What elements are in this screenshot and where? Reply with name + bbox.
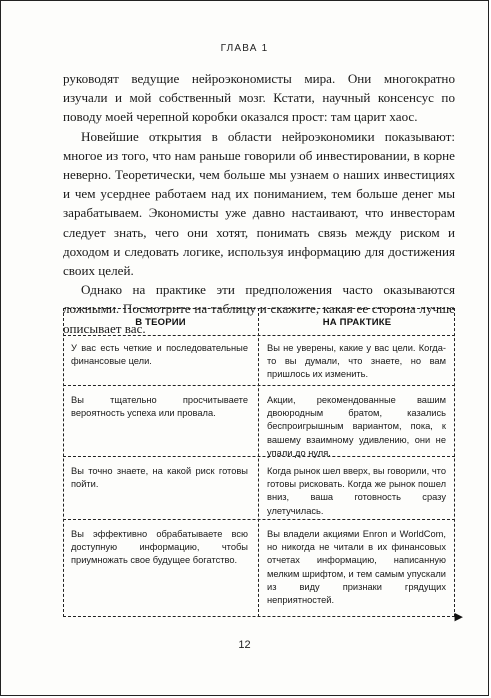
table-cell-theory: Вы тщательно просчитываете вероятность успеха или провала. (71, 395, 248, 419)
table-cell-theory: Вы эффективно обрабатываете всю доступную информацию, чтобы приумножать свое будущее богатство. (71, 529, 248, 566)
body-text (63, 69, 455, 338)
column-divider (258, 308, 259, 617)
theory-practice-table (63, 308, 463, 623)
table-cell-practice: Акции, рекомендованные вашим двоюродным братом, казались беспроигрышным вариантом, пока, к вашему взаимному удивлению, они не упали до нуля. (267, 395, 446, 458)
paragraph-3: Однако на практике эти предположения часто оказываются ложными. Посмотрите на таблицу и скажите, какая ее сторона лучше описывает вас. (63, 282, 455, 336)
table-cell-theory: Вы точно знаете, на какой риск готовы пойти. (71, 466, 248, 490)
column-header-practice: НА ПРАКТИКЕ (322, 317, 392, 328)
row-divider (63, 519, 455, 520)
paragraph-1: руководят ведущие нейроэкономисты мира. Они многократно изучали и мой собственный мозг. Кстати, научный консенсус по поводу моей черепной коробки оказался прост: там царит хаос. (63, 71, 455, 125)
continuation-arrow-icon: ▶ (454, 610, 463, 623)
row-divider (63, 385, 455, 386)
page-number: 12 (238, 639, 251, 651)
column-header-theory: В ТЕОРИИ (135, 317, 186, 328)
table-cell-practice: Вы не уверены, какие у вас цели. Когда-то вы думали, что знаете, но вам пришлось их изменить. (267, 343, 446, 380)
table-cell-theory: У вас есть четкие и последовательные финансовые цели. (71, 343, 248, 367)
paragraph-2: Новейшие открытия в области нейроэкономики показывают: многое из того, что нам раньше говорили об инвестировании, в корне неверно. Теоретически, чем больше мы узнаем о наших инвестициях и чем усерднее работаем над их пониманием, тем больше денег мы зарабатываем. Экономисты уже давно настаивают, что инвесторам следует знать, чего они хотят, понимать связь между риском и доходом и следовать логике, используя информацию для достижения своих целей. (63, 128, 455, 279)
header-divider (63, 335, 455, 336)
table-cell-practice: Вы владели акциями Enron и WorldCom, но никогда не читали в их финансовых отчетах информацию, написанную мелким шрифтом, и тем самым упускали из виду признаки грядущих неприятностей. (267, 529, 446, 606)
running-head: ГЛАВА 1 (220, 43, 269, 54)
table-cell-practice: Когда рынок шел вверх, вы говорили, что готовы рисковать. Когда же рынок пошел вниз, ваша готовность сразу улетучилась. (267, 466, 446, 516)
